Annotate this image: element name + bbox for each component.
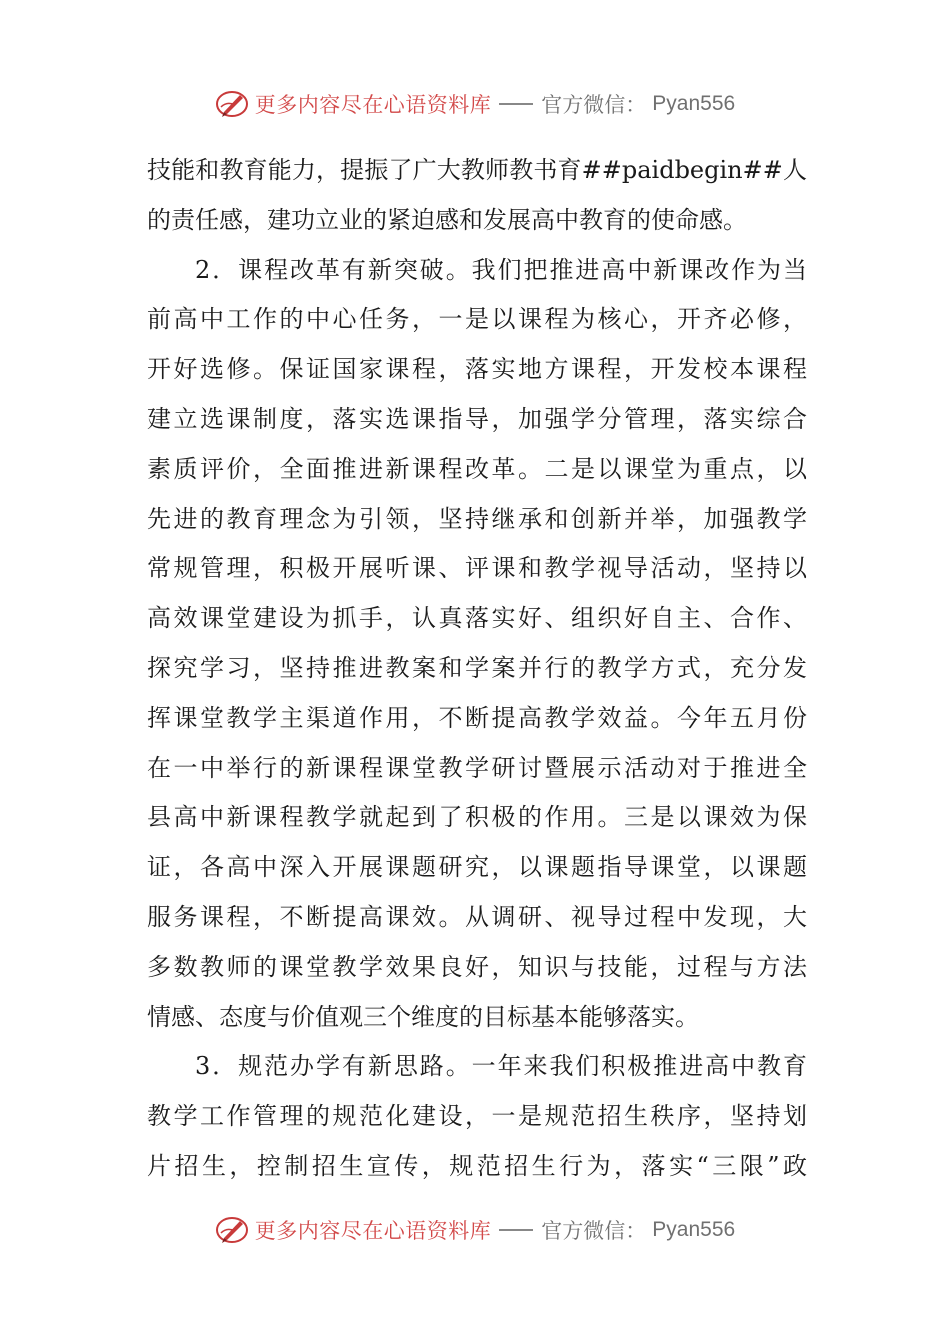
body-line: 建立选课制度，落实选课指导，加强学分管理，落实综合 [147,404,807,433]
body-line: 前高中工作的中心任务，一是以课程为核心，开齐必修， [147,305,807,334]
pen-logo-icon [215,87,249,121]
body-line: 县高中新课程教学就起到了积极的作用。三是以课效为保 [147,803,807,832]
header-banner [0,84,950,124]
footer-brand-text: 更多内容尽在心语资料库 [254,1219,492,1243]
body-line: 开好选修。保证国家课程，落实地方课程，开发校本课程 [147,355,807,384]
body-line: 挥课堂教学主渠道作用，不断提高教学效益。今年五月份 [147,703,807,732]
body-line: 多数教师的课堂教学效果良好，知识与技能，过程与方法 [147,952,807,981]
pen-logo-icon [215,1213,249,1247]
body-line: 的责任感，建功立业的紧迫感和发展高中教育的使命感。 [147,205,747,234]
header-wechat-id: Pyan556 [652,92,736,115]
body-line: 在一中举行的新课程课堂教学研讨暨展示活动对于推进全 [147,753,807,782]
document-body [147,146,807,1192]
body-line: 教学工作管理的规范化建设，一是规范招生秩序，坚持划 [147,1102,807,1131]
body-line: 服务课程，不断提高课效。从调研、视导过程中发现，大 [147,902,807,931]
header-wechat-label: 官方微信： [541,93,647,117]
body-line: 片招生，控制招生宣传，规范招生行为，落实“三限”政 [147,1151,807,1180]
body-line: 素质评价，全面推进新课程改革。二是以课堂为重点，以 [147,454,807,483]
body-line: 3．规范办学有新思路。一年来我们积极推进高中教育 [195,1052,807,1081]
footer-wechat-label: 官方微信： [541,1219,647,1243]
body-line: 情感、态度与价值观三个维度的目标基本能够落实。 [147,1002,699,1031]
body-line: 证，各高中深入开展课题研究，以课题指导课堂，以课题 [147,853,807,882]
footer-banner [0,1210,950,1250]
body-line: 常规管理，积极开展听课、评课和教学视导活动，坚持以 [147,554,807,583]
body-line: 高效课堂建设为抓手，认真落实好、组织好自主、合作、 [147,604,807,633]
body-line: 2．课程改革有新突破。我们把推进高中新课改作为当 [195,255,807,284]
body-line: 先进的教育理念为引领，坚持继承和创新并举，加强教学 [147,504,807,533]
body-line: 技能和教育能力，提振了广大教师教书育##paidbegin##人 [147,156,807,184]
header-dash-divider [499,103,533,105]
footer-wechat-id: Pyan556 [652,1218,736,1241]
footer-dash-divider [499,1229,533,1231]
header-brand-text: 更多内容尽在心语资料库 [254,93,492,117]
body-line: 探究学习，坚持推进教案和学案并行的教学方式，充分发 [147,653,807,682]
